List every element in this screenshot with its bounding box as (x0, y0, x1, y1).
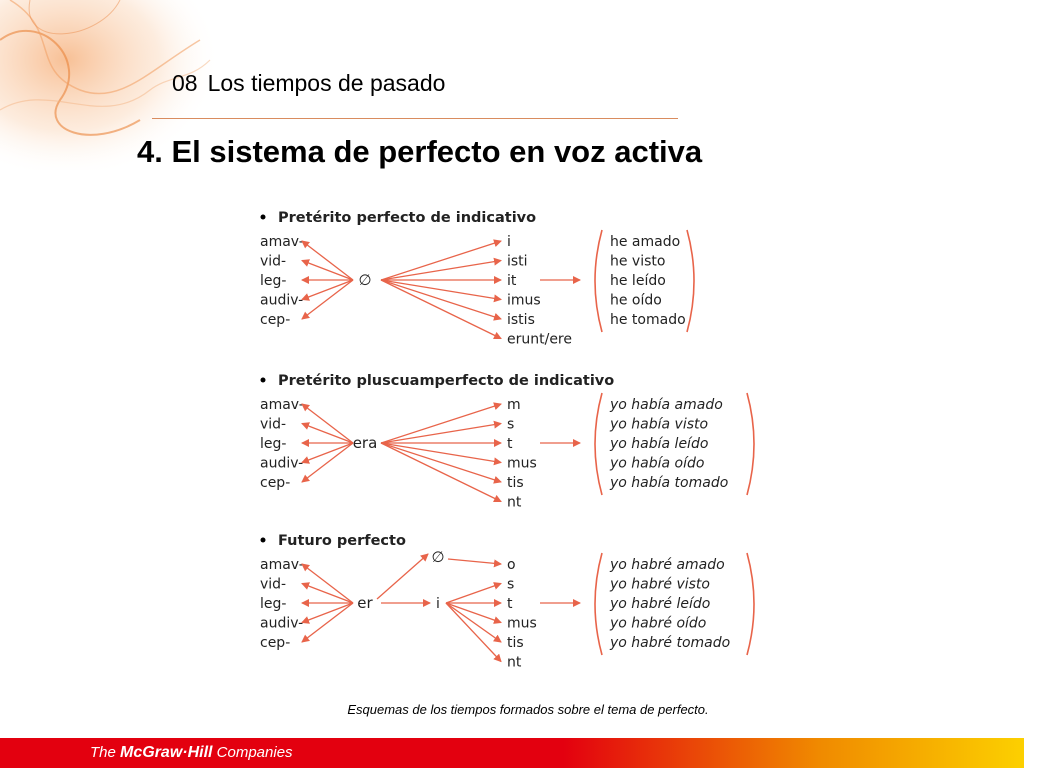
section-heading: Pretérito pluscuamperfecto de indicativo (278, 373, 615, 389)
bullet-dot (261, 378, 266, 383)
stem-arrow (302, 564, 353, 603)
ending-label: erunt/ere (507, 331, 572, 348)
translation-label: yo habré leído (610, 596, 711, 612)
stem-arrow (302, 280, 353, 300)
ending-arrow (448, 559, 501, 564)
stem-arrow (302, 443, 353, 463)
branch-upper-marker: ∅ (431, 548, 445, 566)
hub-marker: ∅ (358, 271, 372, 289)
stem-arrow (302, 280, 353, 319)
ending-label: isti (507, 253, 528, 270)
branch-lower-marker: i (436, 596, 440, 612)
branch-arrow (377, 554, 428, 599)
figure-caption: Esquemas de los tiempos formados sobre el tema de perfecto. (347, 702, 709, 717)
logo-prefix: The (90, 744, 116, 761)
stem-arrow (302, 241, 353, 280)
translation-label: yo habré tomado (610, 635, 731, 651)
stem-label: vid- (260, 253, 287, 270)
ending-label: i (507, 234, 511, 250)
ending-label: nt (507, 494, 522, 511)
ending-arrow (381, 443, 501, 463)
ending-arrow (381, 241, 501, 280)
ending-label: tis (507, 635, 524, 651)
stem-label: cep- (260, 312, 291, 328)
ending-arrow (381, 424, 501, 444)
stem-label: audiv- (260, 455, 304, 472)
translation-label: yo habré amado (610, 557, 725, 573)
ending-arrow (446, 584, 501, 604)
translation-label: yo habré visto (610, 576, 710, 593)
ending-label: s (507, 576, 515, 593)
ending-arrow (381, 280, 501, 300)
translation-label: he visto (610, 253, 666, 270)
ending-label: t (507, 596, 513, 612)
translation-label: he tomado (610, 312, 686, 328)
ending-label: imus (507, 292, 541, 309)
stem-label: audiv- (260, 292, 304, 309)
ending-arrow (381, 280, 501, 319)
ending-arrow (446, 603, 501, 623)
ending-arrow (381, 443, 501, 502)
stem-arrow (302, 261, 353, 281)
stem-arrow (302, 443, 353, 482)
ending-arrow (381, 443, 501, 482)
ending-label: istis (507, 312, 535, 328)
bracket-left (595, 553, 602, 655)
ending-label: it (507, 273, 517, 289)
stem-label: cep- (260, 475, 291, 491)
ending-label: nt (507, 654, 522, 671)
stem-label: amav- (260, 397, 304, 413)
chapter-number: 08 (172, 70, 198, 96)
stem-label: leg- (260, 436, 287, 452)
translation-label: yo había leído (610, 436, 709, 452)
ending-arrow (381, 404, 501, 443)
translation-label: yo había tomado (610, 475, 729, 491)
chapter-header (172, 70, 445, 97)
stem-label: cep- (260, 635, 291, 651)
hub-marker: er (357, 594, 373, 612)
translation-label: yo habré oído (610, 615, 707, 632)
stem-arrow (302, 584, 353, 604)
ending-label: o (507, 557, 516, 573)
section-heading: Pretérito perfecto de indicativo (278, 210, 537, 226)
bracket-left (595, 393, 602, 495)
stem-arrow (302, 603, 353, 642)
ending-label: t (507, 436, 513, 452)
ending-arrow (446, 603, 501, 662)
ending-label: s (507, 416, 515, 433)
stem-label: leg- (260, 596, 287, 612)
ending-label: tis (507, 475, 524, 491)
bracket-right (687, 230, 694, 332)
translation-label: he amado (610, 234, 681, 250)
publisher-logo (90, 744, 293, 762)
hub-marker: era (352, 434, 378, 452)
translation-label: yo había amado (610, 397, 723, 413)
perfect-system-diagram (240, 200, 760, 671)
slide-title: 4. El sistema de perfecto en voz activa (137, 134, 703, 169)
bracket-right (747, 553, 754, 655)
footer-bar (0, 738, 1024, 768)
stem-label: amav- (260, 234, 304, 250)
stem-arrow (302, 424, 353, 444)
stem-label: leg- (260, 273, 287, 289)
stem-arrow (302, 404, 353, 443)
bracket-left (595, 230, 602, 332)
stem-label: amav- (260, 557, 304, 573)
bullet-dot (261, 538, 266, 543)
chapter-title: Los tiempos de pasado (207, 70, 446, 96)
translation-label: yo había visto (610, 416, 709, 433)
section-heading: Futuro perfecto (278, 533, 406, 549)
header-divider (152, 118, 678, 119)
stem-label: vid- (260, 576, 287, 593)
ending-arrow (381, 261, 501, 281)
translation-label: he leído (610, 273, 666, 289)
translation-label: yo había oído (610, 455, 705, 472)
bullet-dot (261, 215, 266, 220)
ending-label: mus (507, 455, 537, 472)
stem-label: vid- (260, 416, 287, 433)
translation-label: he oído (610, 292, 662, 309)
ending-label: mus (507, 615, 537, 632)
logo-brand: McGraw·Hill (120, 744, 213, 761)
stem-label: audiv- (260, 615, 304, 632)
logo-suffix: Companies (216, 744, 293, 761)
ending-arrow (381, 280, 501, 339)
bracket-right (747, 393, 754, 495)
ending-label: m (507, 397, 521, 413)
stem-arrow (302, 603, 353, 623)
ending-arrow (446, 603, 501, 642)
